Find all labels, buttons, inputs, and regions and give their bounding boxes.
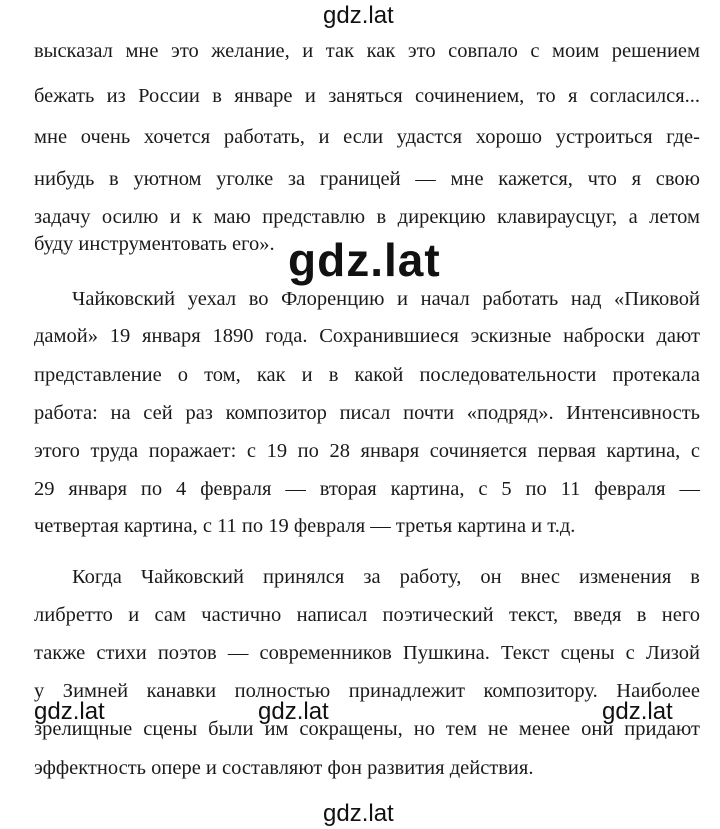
watermark-bottom-middle: gdz.lat	[258, 698, 329, 725]
watermark-bottom-right: gdz.lat	[602, 698, 673, 725]
watermark-top: gdz.lat	[323, 2, 394, 29]
watermark-footer: gdz.lat	[323, 800, 394, 827]
text-line: бежать из России в январе и заняться сочинением, то я согласился...	[34, 85, 700, 107]
text-line: Чайковский уехал во Флоренцию и начал работать над «Пиковой	[72, 288, 700, 310]
text-line: буду инструментовать его».	[34, 233, 275, 255]
text-line: зрелищные сцены были им сокращены, но тем не менее они придают	[34, 718, 700, 740]
watermark-center: gdz.lat	[288, 234, 441, 286]
text-line: 29 января по 4 февраля — вторая картина, с 5 по 11 февраля —	[34, 478, 700, 500]
text-line: эффектность опере и составляют фон развития действия.	[34, 757, 534, 779]
text-line: также стихи поэтов — современников Пушкина. Текст сцены с Лизой	[34, 642, 700, 664]
text-line: работа: на сей раз композитор писал почти «подряд». Интенсивность	[34, 402, 700, 424]
text-line: у Зимней канавки полностью принадлежит композитору. Наиболее	[34, 680, 700, 702]
text-line: представление о том, как и в какой последовательности протекала	[34, 364, 700, 386]
text-line: мне очень хочется работать, и если удастся хорошо устроиться где-	[34, 126, 700, 148]
text-line: дамой» 19 января 1890 года. Сохранившиеся эскизные наброски дают	[34, 325, 700, 347]
text-line: этого труда поражает: с 19 по 28 января сочиняется первая картина, с	[34, 440, 700, 462]
text-line: задачу осилю и к маю представлю в дирекцию клавираусцуг, а летом	[34, 206, 700, 228]
watermark-bottom-left: gdz.lat	[34, 698, 105, 725]
text-line: либретто и сам частично написал поэтический текст, введя в него	[34, 604, 700, 626]
text-line: Когда Чайковский принялся за работу, он внес изменения в	[72, 566, 700, 588]
text-line: четвертая картина, с 11 по 19 февраля — третья картина и т.д.	[34, 515, 576, 537]
text-line: высказал мне это желание, и так как это совпало с моим решением	[34, 40, 700, 62]
text-line: нибудь в уютном уголке за границей — мне кажется, что я свою	[34, 168, 700, 190]
